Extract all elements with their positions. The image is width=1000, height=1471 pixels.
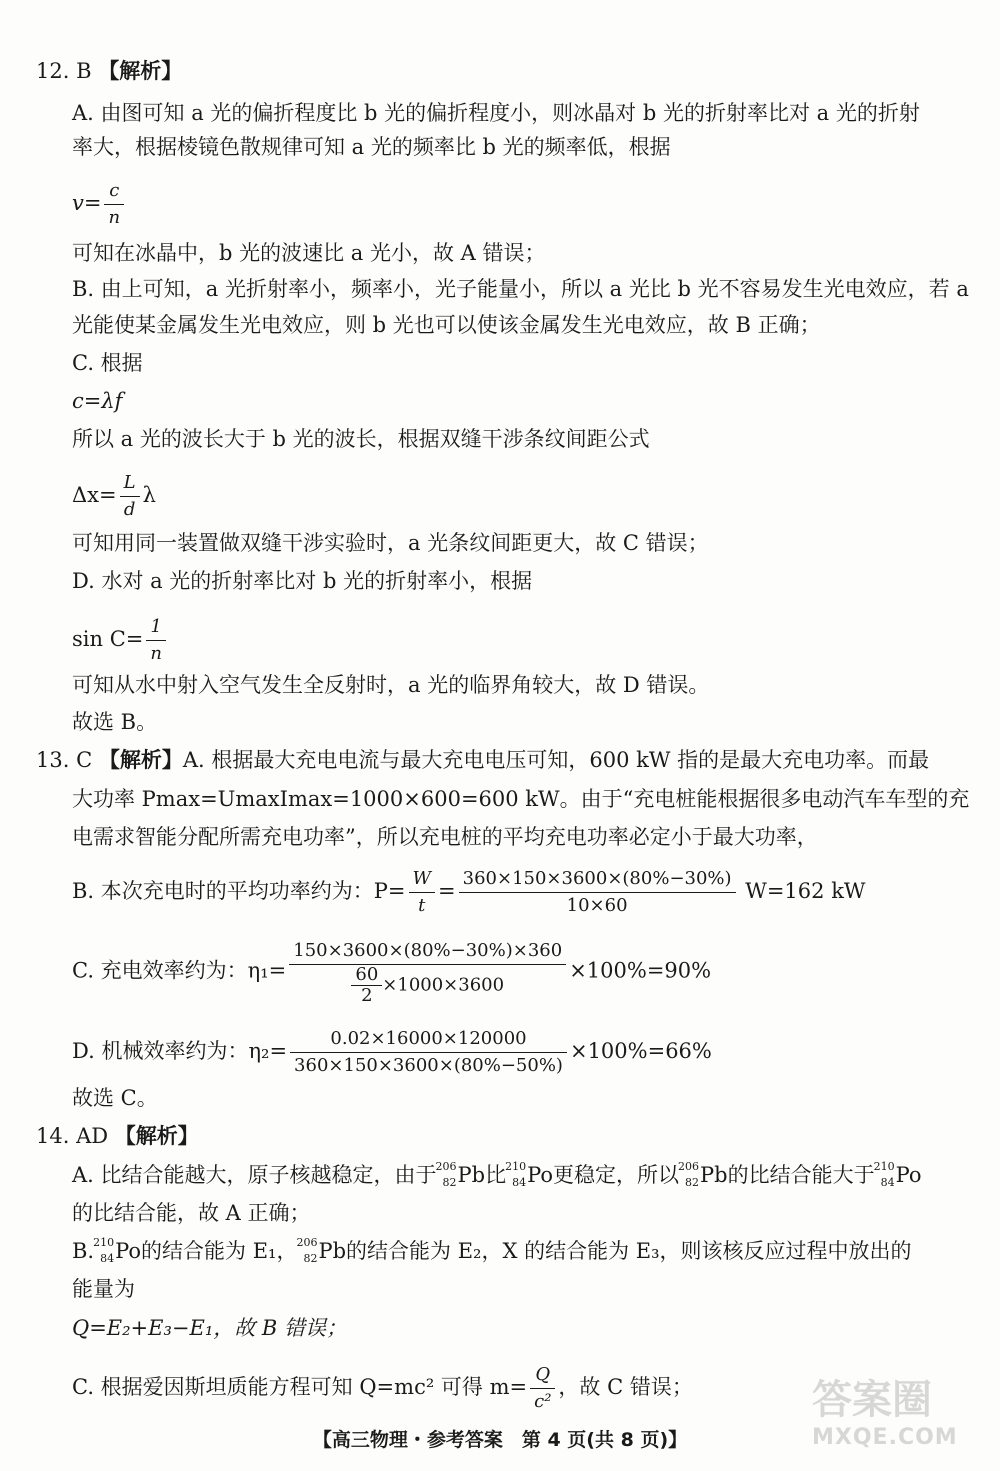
- element: Po: [115, 1239, 142, 1263]
- formula-rhs: λ: [142, 483, 156, 507]
- text: 更稳定，所以: [553, 1163, 680, 1187]
- text: A. 比结合能越大，原子核越稳定，由于: [72, 1163, 437, 1187]
- q12-answer: 12. B: [36, 59, 92, 83]
- q12-formula-dx: [72, 470, 960, 523]
- text: C. 根据爱因斯坦质能方程可知 Q=mc² 可得 m=: [72, 1375, 528, 1399]
- q14-tag: 【解析】: [114, 1123, 199, 1148]
- numerator: 0.02×16000×120000: [290, 1026, 567, 1053]
- fraction: [104, 178, 124, 231]
- fraction: [409, 866, 436, 919]
- q13-answer: 13. C: [36, 748, 93, 772]
- q13-a-text: A. 根据最大充电电流与最大充电电压可知，600 kW 指的是最大充电功率。而最: [182, 748, 930, 772]
- mass-number: 206: [296, 1235, 318, 1249]
- denominator: 360×150×3600×(80%−50%): [294, 1055, 563, 1076]
- q14-a-line1: [72, 1160, 960, 1190]
- atomic-number: 84: [100, 1251, 115, 1265]
- q13-d-formula: [72, 1026, 960, 1079]
- q14-b-line2: 能量为: [72, 1277, 135, 1301]
- q12-tag: 【解析】: [98, 58, 183, 83]
- text: B.: [72, 1239, 95, 1263]
- q12-conclusion: 故选 B。: [72, 710, 158, 734]
- q12-d-line1: D. 水对 a 光的折射率比对 b 光的折射率小，根据: [72, 569, 533, 593]
- fraction: [459, 866, 736, 919]
- mass-number: 210: [505, 1159, 527, 1173]
- denominator-rest: ×1000×3600: [382, 974, 505, 996]
- element: Pb: [457, 1163, 486, 1187]
- text: 的结合能为 E₁，: [141, 1239, 298, 1263]
- po-nuclide: [505, 1159, 527, 1189]
- formula-lhs: D. 机械效率约为：η₂=: [72, 1039, 288, 1063]
- mass-number: 210: [93, 1235, 115, 1249]
- q12-c-line3: 可知用同一装置做双缝干涉实验时，a 光条纹间距更大，故 C 错误；: [72, 531, 709, 555]
- mass-number: 206: [678, 1159, 700, 1173]
- mass-number: 210: [873, 1159, 895, 1173]
- element: Pb: [318, 1239, 347, 1263]
- mass-number: 206: [435, 1159, 457, 1173]
- q13-line2: 大功率 Pmax=UmaxImax=1000×600=600 kW。由于“充电桩能根据很多电动汽车车型的充: [72, 787, 970, 811]
- po-nuclide: [873, 1159, 895, 1189]
- fraction: [146, 614, 166, 667]
- denominator: [289, 965, 566, 1006]
- q13-b-formula: B. 本次充电时的平均功率约为：P= $\frac{W}{t}$ = $\frac{360\times 150\times 3600\times(80\%-30\%)}{10\times 60}$ W=162 kW: [72, 866, 960, 919]
- q14-formula-q: Q=E₂+E₃−E₁，故 B 错误；: [72, 1316, 348, 1340]
- q12-a-line3: 可知在冰晶中，b 光的波速比 a 光小，故 A 错误；: [72, 241, 546, 265]
- text: ，故 C 错误；: [558, 1375, 693, 1399]
- pb-nuclide: [678, 1159, 700, 1189]
- element: Po: [527, 1163, 554, 1187]
- q14-a-line2: 的比结合能，故 A 正确；: [72, 1201, 311, 1225]
- page-footer: 【高三物理・参考答案 第 4 页(共 8 页)】: [312, 1429, 688, 1451]
- q12-a-line2: 率大，根据棱镜色散规律可知 a 光的频率比 b 光的频率低，根据: [72, 135, 671, 159]
- denominator: n: [150, 643, 162, 664]
- fraction: [530, 1362, 555, 1415]
- q12-c-line1: C. 根据: [72, 351, 143, 375]
- atomic-number: 82: [303, 1251, 318, 1265]
- numerator: 1: [146, 614, 166, 641]
- formula-lhs: C. 充电效率约为：η₁=: [72, 958, 287, 983]
- formula-lhs: v=: [72, 191, 102, 215]
- denominator: c²: [534, 1391, 552, 1412]
- numerator: 360×150×3600×(80%−30%): [459, 866, 736, 893]
- denominator: 10×60: [566, 895, 628, 916]
- q12-heading: [36, 56, 960, 86]
- atomic-number: 82: [442, 1175, 457, 1189]
- atomic-number: 82: [685, 1175, 700, 1189]
- q12-d-line2: 可知从水中射入空气发生全反射时，a 光的临界角较大，故 D 错误。: [72, 673, 710, 697]
- q13-line3: 电需求智能分配所需充电功率”，所以充电桩的平均充电功率必定小于最大功率，: [72, 825, 818, 849]
- fraction: [120, 470, 140, 523]
- q14-answer: 14. AD: [36, 1124, 109, 1148]
- numerator: c: [104, 178, 124, 205]
- atomic-number: 84: [512, 1175, 527, 1189]
- q12-formula-c: c=λf: [72, 389, 123, 413]
- text: 的结合能为 E₂，X 的结合能为 E₃，则该核反应过程中放出的: [346, 1239, 912, 1263]
- watermark-text: 答案圈: [812, 1377, 932, 1423]
- numerator: W: [409, 866, 436, 893]
- pb-nuclide: [296, 1235, 318, 1265]
- formula-lhs: B. 本次充电时的平均功率约为：P=: [72, 879, 406, 903]
- q12-b-line1: B. 由上可知，a 光折射率小，频率小，光子能量小，所以 a 光比 b 光不容易发生光电效应，若 a: [72, 277, 969, 301]
- q12-b-line2: 光能使某金属发生光电效应，则 b 光也可以使该金属发生光电效应，故 B 正确；: [72, 313, 821, 337]
- watermark-url: MXQE.COM: [812, 1425, 958, 1450]
- atomic-number: 84: [880, 1175, 895, 1189]
- q13-conclusion: 故选 C。: [72, 1086, 158, 1110]
- denominator: t: [418, 895, 426, 916]
- q12-a-line1: A. 由图可知 a 光的偏折程度比 b 光的偏折程度小，则冰晶对 b 光的折射率比对 a 光的折射: [72, 101, 920, 125]
- watermark-logo: [812, 1368, 982, 1458]
- q12-formula-v: [72, 178, 960, 231]
- q14-b-line1: [72, 1236, 960, 1266]
- formula-rhs: ×100%=90%: [569, 958, 712, 983]
- po-nuclide: [93, 1235, 115, 1265]
- formula-lhs: Δx=: [72, 483, 117, 507]
- fraction: [289, 938, 566, 1006]
- numerator: L: [120, 470, 140, 497]
- fraction: [290, 1026, 567, 1079]
- formula-rhs: W=162 kW: [745, 879, 866, 903]
- text: 的比结合能大于: [727, 1163, 875, 1187]
- numerator: 60: [351, 965, 382, 986]
- formula-rhs: ×100%=66%: [569, 1039, 712, 1063]
- q12-formula-sinc: [72, 614, 960, 667]
- nested-fraction: [351, 965, 382, 1006]
- numerator: Q: [530, 1362, 555, 1389]
- numerator: 150×3600×(80%−30%)×360: [289, 938, 566, 965]
- element: Po: [895, 1163, 922, 1187]
- text: 比: [485, 1163, 507, 1187]
- formula-lhs: sin C=: [72, 627, 144, 651]
- denominator: d: [123, 499, 136, 520]
- q13-tag: 【解析】: [98, 747, 183, 772]
- pb-nuclide: [435, 1159, 457, 1189]
- q12-c-line2: 所以 a 光的波长大于 b 光的波长，根据双缝干涉条纹间距公式: [72, 427, 650, 451]
- q14-heading: [36, 1121, 960, 1151]
- q13-c-formula: [72, 938, 960, 1006]
- denominator: n: [108, 207, 121, 228]
- denominator: 2: [361, 985, 373, 1006]
- q13-line1: [36, 745, 960, 775]
- element: Pb: [700, 1163, 728, 1187]
